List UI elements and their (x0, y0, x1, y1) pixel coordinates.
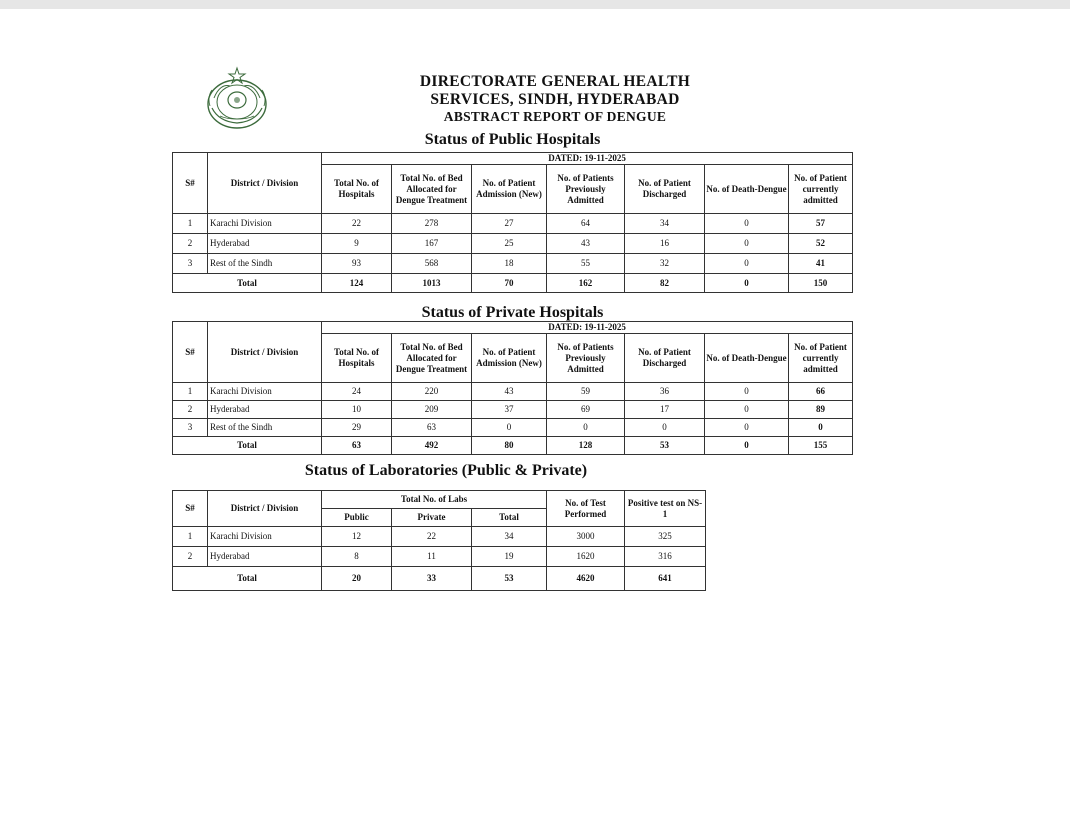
cell-sno: 1 (173, 527, 208, 547)
col-header-currently-admitted: No. of Patient currently admitted (789, 165, 853, 214)
col-header-total: Total (472, 509, 547, 527)
cell-tests: 3000 (547, 527, 625, 547)
col-header-sno: S# (173, 491, 208, 527)
table-row (173, 419, 853, 437)
cell-total-beds: 492 (392, 437, 472, 455)
cell-tests: 1620 (547, 547, 625, 567)
col-header-sno: S# (173, 153, 208, 214)
cell-total: 19 (472, 547, 547, 567)
cell-district: Karachi Division (208, 527, 322, 547)
header-directorate-line1: DIRECTORATE GENERAL HEALTH (419, 73, 691, 90)
cell-total-hospitals: 93 (322, 254, 392, 274)
col-header-tests-performed: No. of Test Performed (547, 491, 625, 527)
table-row (173, 234, 853, 254)
table-row (173, 214, 853, 234)
cell-sno: 2 (173, 234, 208, 254)
cell-total: 34 (472, 527, 547, 547)
cell-total-hospitals: 10 (322, 401, 392, 419)
cell-beds: 568 (392, 254, 472, 274)
cell-currently-admitted: 57 (789, 214, 853, 234)
table-row (173, 254, 853, 274)
cell-discharged: 0 (625, 419, 705, 437)
cell-death: 0 (705, 401, 789, 419)
col-header-public: Public (322, 509, 392, 527)
cell-total-positive: 641 (625, 567, 706, 591)
cell-total-label: Total (173, 567, 322, 591)
cell-admission-new: 43 (472, 383, 547, 401)
cell-sno: 3 (173, 254, 208, 274)
cell-discharged: 34 (625, 214, 705, 234)
col-header-death: No. of Death-Dengue (705, 165, 789, 214)
col-header-sno: S# (173, 322, 208, 383)
cell-positive: 316 (625, 547, 706, 567)
cell-sno: 3 (173, 419, 208, 437)
cell-district: Rest of the Sindh (208, 254, 322, 274)
cell-total-discharged: 82 (625, 274, 705, 293)
cell-total-tests: 4620 (547, 567, 625, 591)
cell-beds: 63 (392, 419, 472, 437)
private-hospitals-table (172, 321, 853, 455)
cell-private: 11 (392, 547, 472, 567)
cell-total-hospitals: 124 (322, 274, 392, 293)
cell-total-hospitals: 63 (322, 437, 392, 455)
cell-previously-admitted: 0 (547, 419, 625, 437)
total-row (173, 274, 853, 293)
cell-beds: 167 (392, 234, 472, 254)
cell-district: Karachi Division (208, 383, 322, 401)
cell-currently-admitted: 0 (789, 419, 853, 437)
cell-total-hospitals: 24 (322, 383, 392, 401)
col-header-total-hospitals: Total No. of Hospitals (322, 165, 392, 214)
col-header-labs-group: Total No. of Labs (322, 491, 547, 509)
header-directorate-line2: SERVICES, SINDH, HYDERABAD (430, 91, 680, 108)
cell-admission-new: 0 (472, 419, 547, 437)
laboratories-table (172, 490, 706, 591)
table-row (173, 401, 853, 419)
header-report-title: ABSTRACT REPORT OF DENGUE (443, 109, 667, 124)
cell-total-death: 0 (705, 437, 789, 455)
cell-previously-admitted: 64 (547, 214, 625, 234)
col-header-total-hospitals: Total No. of Hospitals (322, 334, 392, 383)
cell-discharged: 16 (625, 234, 705, 254)
col-header-admission-new: No. of Patient Admission (New) (472, 334, 547, 383)
cell-total-admission-new: 80 (472, 437, 547, 455)
cell-sno: 1 (173, 383, 208, 401)
cell-sno: 2 (173, 401, 208, 419)
cell-district: Hyderabad (208, 234, 322, 254)
table-row (173, 383, 853, 401)
total-row (173, 437, 853, 455)
cell-death: 0 (705, 234, 789, 254)
cell-total-label: Total (173, 274, 322, 293)
cell-total-admission-new: 70 (472, 274, 547, 293)
cell-total-previously-admitted: 162 (547, 274, 625, 293)
col-header-discharged: No. of Patient Discharged (625, 334, 705, 383)
cell-district: Rest of the Sindh (208, 419, 322, 437)
cell-total-public: 20 (322, 567, 392, 591)
cell-total-beds: 1013 (392, 274, 472, 293)
col-header-previously-admitted: No. of Patients Previously Admitted (547, 334, 625, 383)
col-header-district: District / Division (208, 491, 322, 527)
cell-private: 22 (392, 527, 472, 547)
cell-currently-admitted: 52 (789, 234, 853, 254)
col-header-beds: Total No. of Bed Allocated for Dengue Treatment (392, 334, 472, 383)
cell-total-hospitals: 9 (322, 234, 392, 254)
cell-positive: 325 (625, 527, 706, 547)
dated-label: DATED: 19-11-2025 (322, 322, 853, 334)
dated-label: DATED: 19-11-2025 (322, 153, 853, 165)
public-hospitals-title: Status of Public Hospitals (424, 131, 601, 148)
total-row (173, 567, 706, 591)
cell-beds: 209 (392, 401, 472, 419)
cell-total-currently-admitted: 150 (789, 274, 853, 293)
cell-death: 0 (705, 419, 789, 437)
cell-public: 8 (322, 547, 392, 567)
cell-total-death: 0 (705, 274, 789, 293)
cell-total-hospitals: 29 (322, 419, 392, 437)
cell-discharged: 36 (625, 383, 705, 401)
cell-currently-admitted: 66 (789, 383, 853, 401)
cell-sno: 2 (173, 547, 208, 567)
col-header-beds: Total No. of Bed Allocated for Dengue Treatment (392, 165, 472, 214)
table-row (173, 527, 706, 547)
cell-previously-admitted: 59 (547, 383, 625, 401)
cell-admission-new: 27 (472, 214, 547, 234)
cell-previously-admitted: 69 (547, 401, 625, 419)
cell-beds: 278 (392, 214, 472, 234)
cell-currently-admitted: 41 (789, 254, 853, 274)
laboratories-title: Status of Laboratories (Public & Private) (304, 462, 588, 479)
cell-total-currently-admitted: 155 (789, 437, 853, 455)
col-header-positive-tests: Positive test on NS-1 (625, 491, 706, 527)
col-header-district: District / Division (208, 322, 322, 383)
cell-death: 0 (705, 214, 789, 234)
cell-discharged: 32 (625, 254, 705, 274)
sindh-government-seal-icon (200, 66, 274, 132)
col-header-private: Private (392, 509, 472, 527)
cell-public: 12 (322, 527, 392, 547)
cell-admission-new: 18 (472, 254, 547, 274)
cell-total-private: 33 (392, 567, 472, 591)
cell-sno: 1 (173, 214, 208, 234)
col-header-discharged: No. of Patient Discharged (625, 165, 705, 214)
col-header-death: No. of Death-Dengue (705, 334, 789, 383)
cell-total-previously-admitted: 128 (547, 437, 625, 455)
col-header-district: District / Division (208, 153, 322, 214)
cell-beds: 220 (392, 383, 472, 401)
cell-district: Hyderabad (208, 401, 322, 419)
cell-total-total: 53 (472, 567, 547, 591)
cell-total-discharged: 53 (625, 437, 705, 455)
cell-previously-admitted: 43 (547, 234, 625, 254)
col-header-currently-admitted: No. of Patient currently admitted (789, 334, 853, 383)
cell-total-label: Total (173, 437, 322, 455)
cell-currently-admitted: 89 (789, 401, 853, 419)
cell-total-hospitals: 22 (322, 214, 392, 234)
public-hospitals-table (172, 152, 853, 293)
cell-death: 0 (705, 383, 789, 401)
cell-admission-new: 37 (472, 401, 547, 419)
cell-death: 0 (705, 254, 789, 274)
cell-discharged: 17 (625, 401, 705, 419)
col-header-previously-admitted: No. of Patients Previously Admitted (547, 165, 625, 214)
col-header-admission-new: No. of Patient Admission (New) (472, 165, 547, 214)
cell-admission-new: 25 (472, 234, 547, 254)
table-row (173, 547, 706, 567)
cell-previously-admitted: 55 (547, 254, 625, 274)
private-hospitals-title: Status of Private Hospitals (421, 304, 604, 321)
cell-district: Karachi Division (208, 214, 322, 234)
cell-district: Hyderabad (208, 547, 322, 567)
viewer-top-bar (0, 0, 1070, 9)
